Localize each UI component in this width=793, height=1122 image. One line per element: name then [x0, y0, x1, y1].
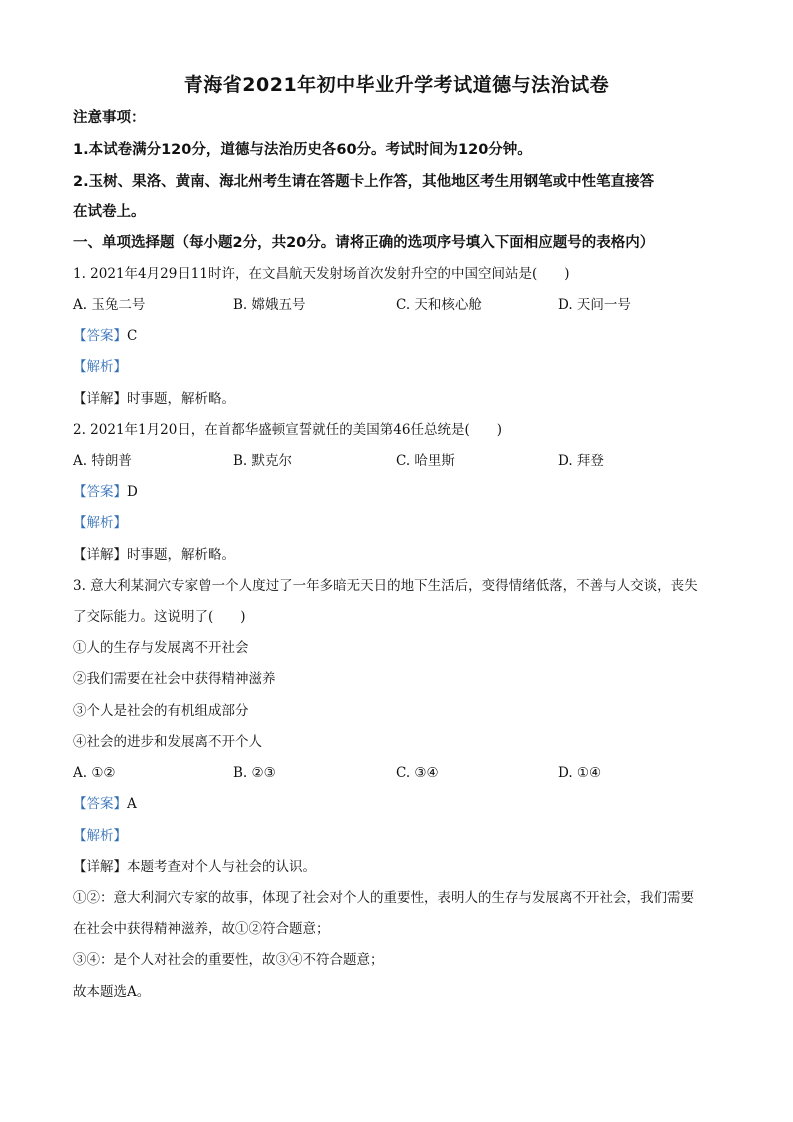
section-heading: 一、单项选择题（每小题2分，共20分。请将正确的选项序号填入下面相应题号的表格内） — [73, 235, 655, 251]
q3-detail-3: 在社会中获得精神滋养，故①②符合题意； — [73, 921, 330, 937]
q3-detail-1: 【详解】本题考查对个人与社会的认识。 — [73, 859, 316, 875]
question-3-stem-cont: 了交际能力。这说明了( ) — [73, 609, 246, 625]
q3-item-3: ③个人是社会的有机组成部分 — [73, 703, 249, 719]
q1-analysis-label: 【解析】 — [73, 359, 127, 375]
q3-option-c: C. ③④ — [396, 765, 439, 781]
q2-option-c: C. 哈里斯 — [396, 453, 455, 469]
answer-value: A — [127, 796, 137, 812]
q2-option-a: A. 特朗普 — [73, 453, 132, 469]
q3-item-4: ④社会的进步和发展离不开个人 — [73, 734, 262, 750]
notice-item-2: 2.玉树、果洛、黄南、海北州考生请在答题卡上作答，其他地区考生用钢笔或中性笔直接答 — [73, 174, 655, 190]
q2-answer — [73, 482, 138, 502]
notice-heading: 注意事项： — [73, 110, 146, 126]
q3-detail-5: 故本题选A。 — [73, 984, 151, 1000]
question-1-stem: 1. 2021年4月29日11时许，在文昌航天发射场首次发射升空的中国空间站是( ) — [73, 266, 570, 282]
question-3-stem: 3. 意大利某洞穴专家曾一个人度过了一年多暗无天日的地下生活后，变得情绪低落，不善与人交谈，丧失 — [73, 578, 698, 594]
q3-item-2: ②我们需要在社会中获得精神滋养 — [73, 671, 276, 687]
q1-option-b: B. 嫦娥五号 — [233, 297, 306, 313]
page-title: 青海省2021年初中毕业升学考试道德与法治试卷 — [183, 74, 610, 96]
q1-detail: 【详解】时事题，解析略。 — [73, 391, 235, 407]
q3-analysis-label: 【解析】 — [73, 828, 127, 844]
q3-answer — [73, 794, 137, 814]
question-2-stem: 2. 2021年1月20日，在首都华盛顿宣誓就任的美国第46任总统是( ) — [73, 422, 503, 438]
q2-detail: 【详解】时事题，解析略。 — [73, 547, 235, 563]
notice-item-1: 1.本试卷满分120分，道德与法治历史各60分。考试时间为120分钟。 — [73, 142, 532, 158]
answer-label: 【答案】 — [73, 796, 127, 812]
answer-value: D — [127, 484, 138, 500]
q1-answer — [73, 326, 137, 346]
q1-option-c: C. 天和核心舱 — [396, 297, 482, 313]
q3-option-a: A. ①② — [73, 765, 116, 781]
q3-option-d: D. ①④ — [558, 765, 602, 781]
q3-detail-4: ③④：是个人对社会的重要性，故③④不符合题意； — [73, 952, 384, 968]
answer-label: 【答案】 — [73, 484, 127, 500]
q3-option-b: B. ②③ — [233, 765, 276, 781]
q1-option-d: D. 天问一号 — [558, 297, 631, 313]
answer-value: C — [127, 328, 138, 344]
q2-analysis-label: 【解析】 — [73, 515, 127, 531]
answer-label: 【答案】 — [73, 328, 127, 344]
q3-detail-2: ①②：意大利洞穴专家的故事，体现了社会对个人的重要性，表明人的生存与发展离不开社会，我们需要 — [73, 890, 694, 906]
q1-option-a: A. 玉兔二号 — [73, 297, 146, 313]
q2-option-b: B. 默克尔 — [233, 453, 293, 469]
notice-item-2-cont: 在试卷上。 — [73, 204, 146, 220]
q3-item-1: ①人的生存与发展离不开社会 — [73, 640, 249, 656]
q2-option-d: D. 拜登 — [558, 453, 604, 469]
